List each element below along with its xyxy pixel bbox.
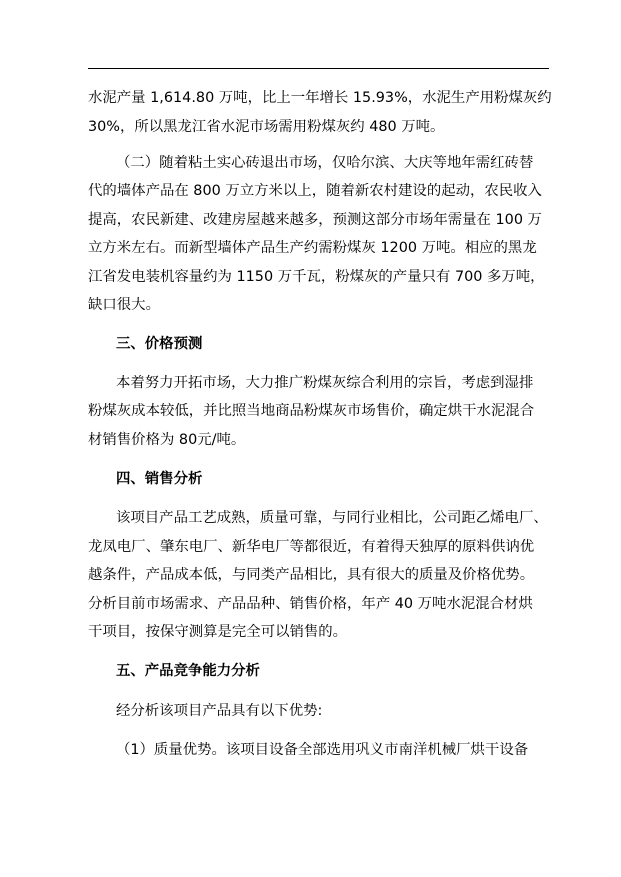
text-line: 本着努力开拓市场，大力推广粉煤灰综合利用的宗旨，考虑到湿排 bbox=[116, 375, 534, 391]
text-line: 该项目产品工艺成熟，质量可靠，与同行业相比，公司距乙烯电厂、 bbox=[116, 510, 548, 526]
section-heading-price: 三、价格预测 bbox=[116, 336, 203, 352]
text-line: （二）随着粘土实心砖退出市场，仅哈尔滨、大庆等地年需红砖替 bbox=[116, 155, 534, 171]
text-line: 30%，所以黑龙江省水泥市场需用粉煤灰约 480 万吨。 bbox=[88, 119, 445, 135]
text-line: （1）质量优势。该项目设备全部选用巩义市南洋机械厂烘干设备 bbox=[116, 742, 529, 758]
text-line: 干项目，按保守测算是完全可以销售的。 bbox=[88, 624, 348, 640]
text-line: 立方米左右。而新型墙体产品生产约需粉煤灰 1200 万吨。相应的黑龙 bbox=[88, 240, 537, 256]
text-line: 江省发电装机容量约为 1150 万千瓦，粉煤灰的产量只有 700 多万吨， bbox=[88, 269, 545, 285]
text-line: 提高，农民新建、改建房屋越来越多，预测这部分市场年需量在 100 万 bbox=[88, 212, 542, 228]
section-heading-sales: 四、销售分析 bbox=[116, 471, 203, 487]
text-line: 越条件，产品成本低，与同类产品相比，具有很大的质量及价格优势。 bbox=[88, 567, 535, 583]
text-line: 经分析该项目产品具有以下优势: bbox=[116, 703, 323, 719]
section-heading-competitiveness: 五、产品竞争能力分析 bbox=[116, 663, 260, 679]
text-line: 缺口很大。 bbox=[88, 297, 160, 313]
text-line: 材销售价格为 80元/吨。 bbox=[88, 432, 246, 448]
text-line: 龙凤电厂、肇东电厂、新华电厂等都很近，有着得天独厚的原料供讷优 bbox=[88, 539, 535, 555]
text-line: 水泥产量 1,614.80 万吨，比上一年增长 15.93%，水泥生产用粉煤灰约 bbox=[88, 90, 552, 106]
text-line: 代的墙体产品在 800 万立方米以上，随着新农村建设的起动，农民收入 bbox=[88, 183, 542, 199]
text-line: 分析目前市场需求、产品品种、销售价格，年产 40 万吨水泥混合材烘 bbox=[88, 596, 533, 612]
header-rule bbox=[88, 68, 549, 69]
text-line: 粉煤灰成本较低，并比照当地商品粉煤灰市场售价，确定烘干水泥混合 bbox=[88, 403, 535, 419]
